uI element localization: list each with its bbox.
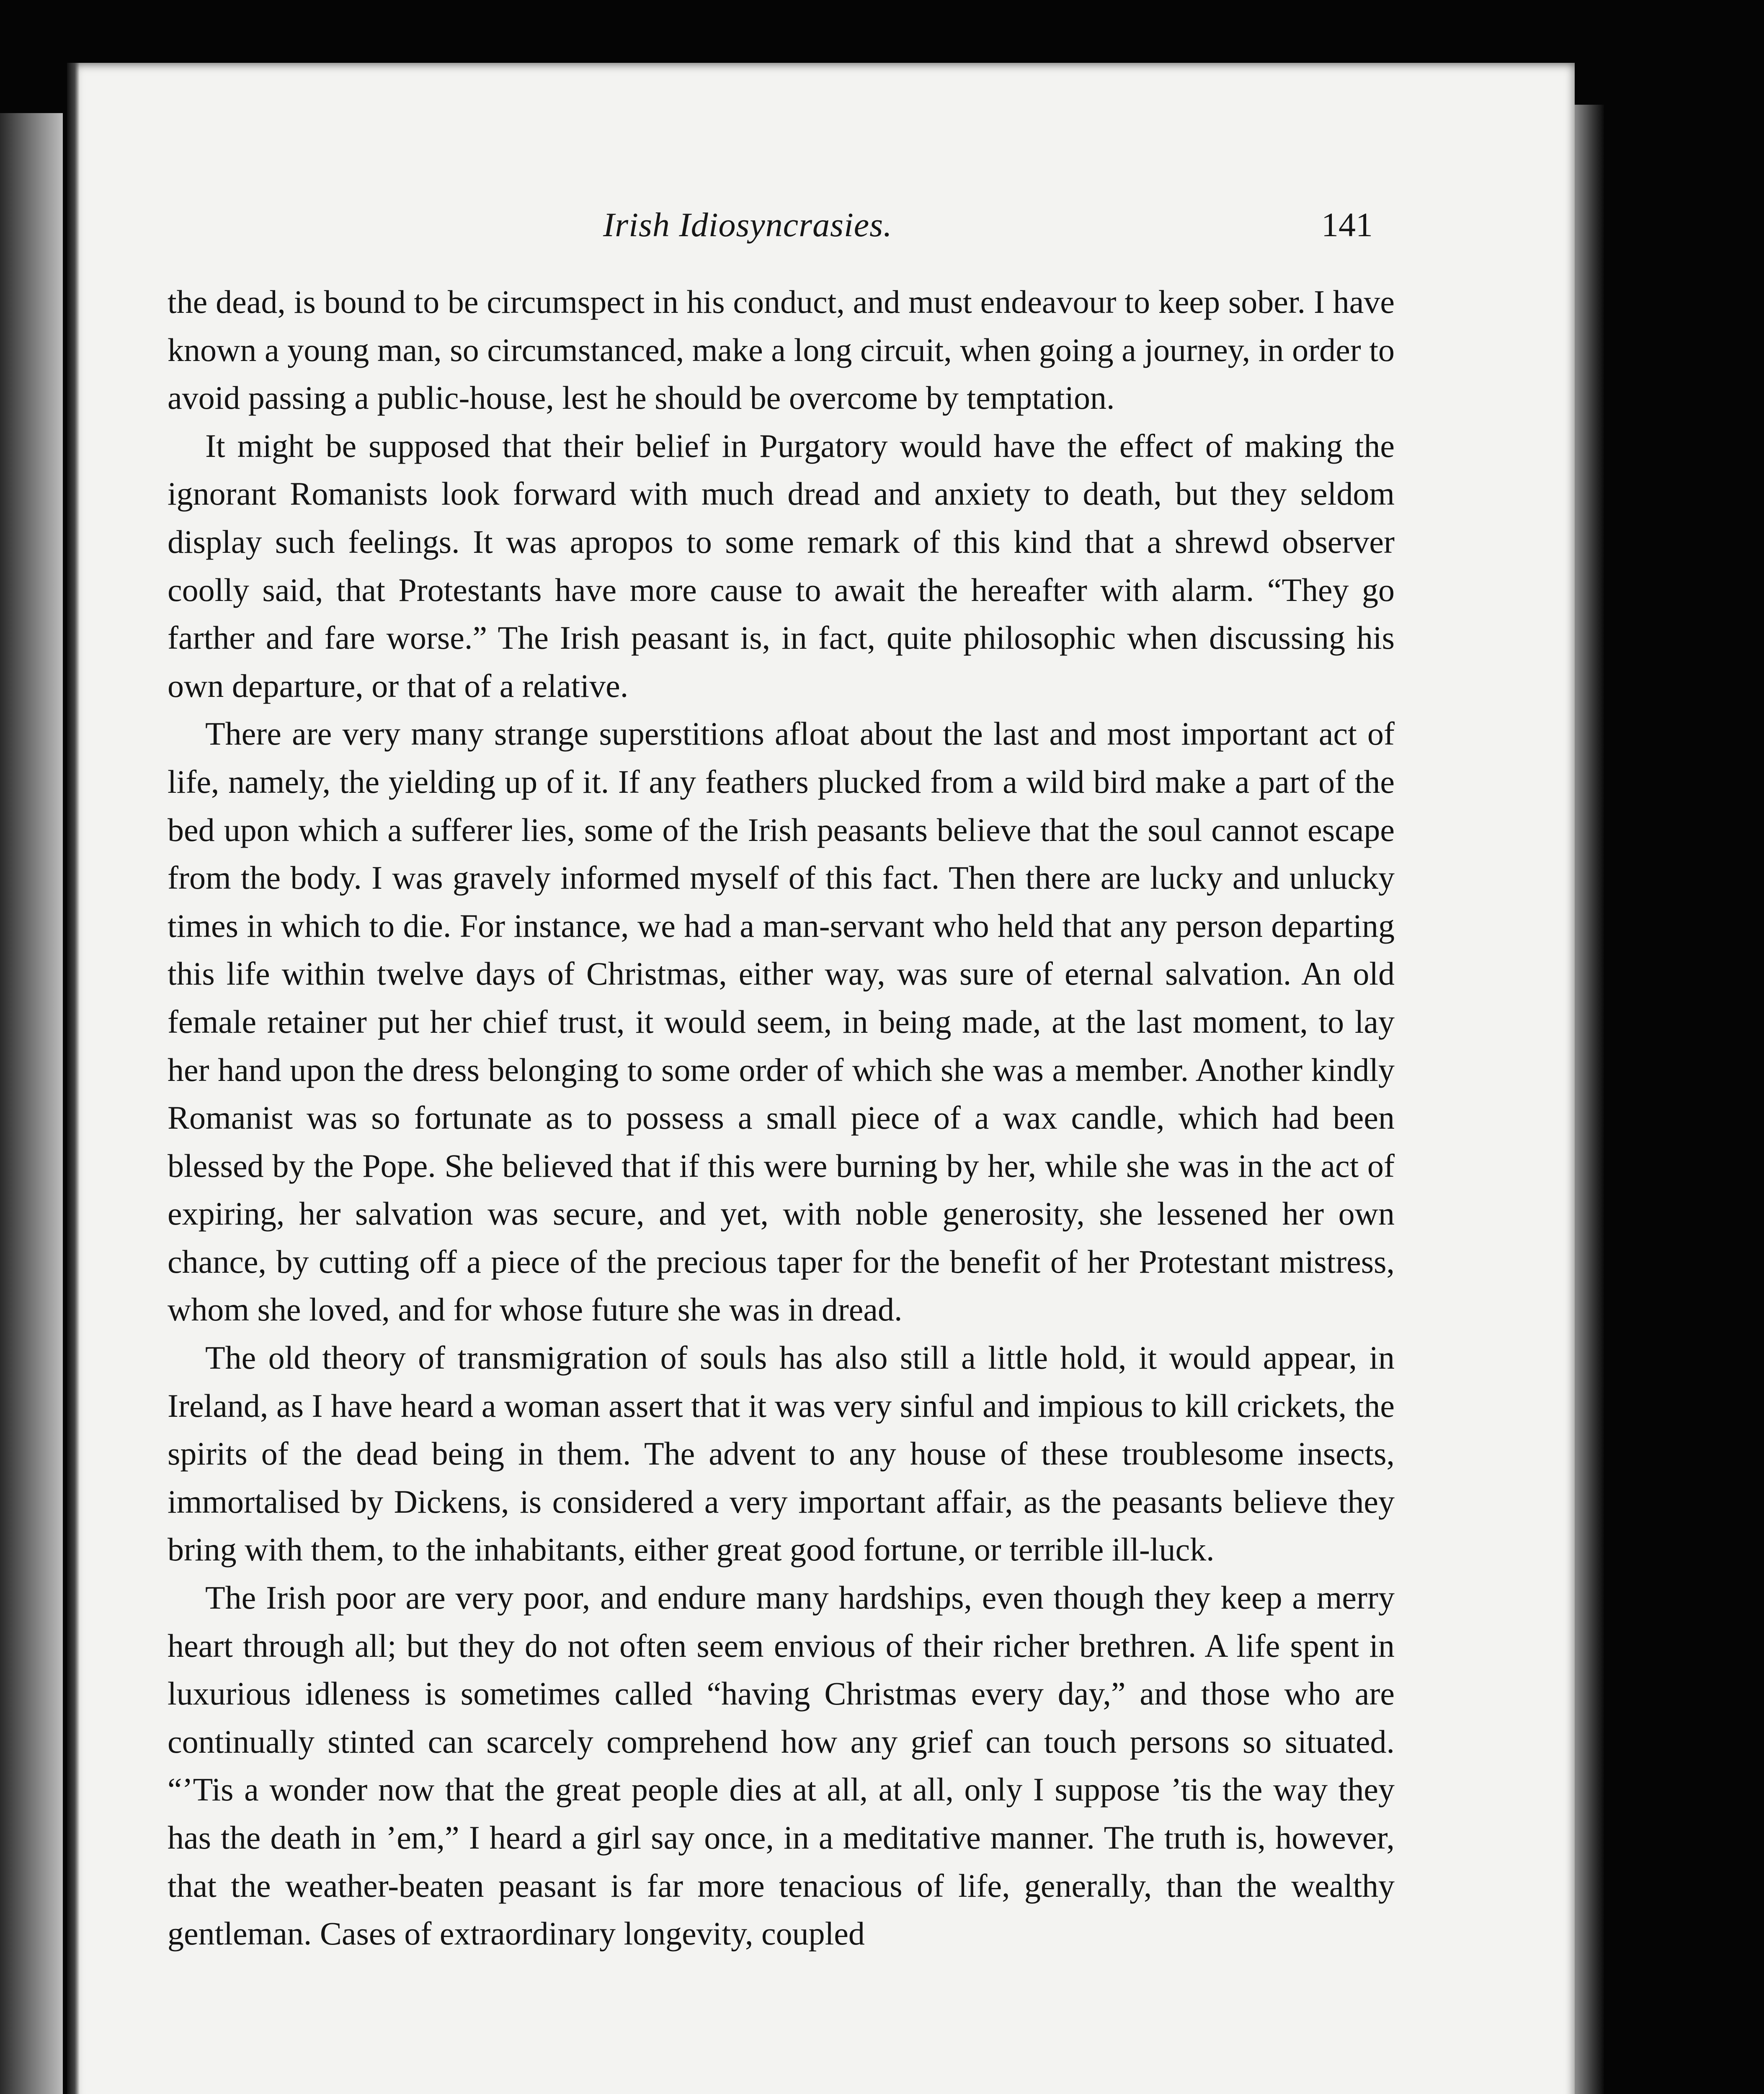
paragraph-2: It might be supposed that their belief in Purgatory would have the effect of making the ignorant Romanists look forward with much dread and anxiety to death, but they seldom display such feelings. It was apropos to some remark of this kind that a shrewd observer coolly said, that Protestants have more cause to await the hereafter with alarm. “They go farther and fare worse.” The Irish peasant is, in fact, quite philosophic when discussing his own departure, or that of a relative.	[168, 427, 1395, 704]
paragraph-4: The old theory of transmigration of souls has also still a little hold, it would appear, in Ireland, as I have heard a woman assert that it was very sinful and impious to kill crickets, the spirits of the dead being in them. The advent to any house of these troublesome insects, immortalised by Dickens, is considered a very important affair, as the peasants believe they bring with them, to the inhabitants, either great good fortune, or terrible ill-luck.	[168, 1339, 1395, 1568]
page-gutter	[67, 63, 80, 2094]
page-stack-edge	[1575, 105, 1604, 2094]
paragraph-1: the dead, is bound to be circumspect in his conduct, and must endeavour to keep sober. I have known a young man, so circumstanced, make a long circuit, when going a journey, in order to avoid passing a public-house, lest he should be overcome by temptation.	[168, 284, 1395, 416]
previous-page-edge	[0, 113, 63, 2094]
running-head: Irish Idiosyncrasies.	[603, 206, 892, 244]
page-number: 141	[1321, 206, 1373, 244]
paragraph-5: The Irish poor are very poor, and endure many hardships, even though they keep a merry heart through all; but they do not often seem envious of their richer brethren. A life spent in luxurious idleness is sometimes called “having Christmas every day,” and those who are continually stinted can scarcely comprehend how any grief can touch persons so situated. “’Tis a wonder now that the great people dies at all, at all, only I suppose ’tis the way they has the death in ’em,” I heard a girl say once, in a meditative manner. The truth is, however, that the weather-beaten peasant is far more tenacious of life, generally, than the wealthy gentleman. Cases of extraordinary longevity, coupled	[168, 1579, 1395, 1952]
paragraph-3: There are very many strange superstitions afloat about the last and most important act of life, namely, the yielding up of it. If any feathers plucked from a wild bird make a part of the bed upon which a sufferer lies, some of the Irish peasants believe that the soul cannot escape from the body. I was gravely informed myself of this fact. Then there are lucky and unlucky times in which to die. For instance, we had a man-servant who held that any person departing this life within twelve days of Christmas, either way, was sure of eternal salvation. An old female retainer put her chief trust, it would seem, in being made, at the last moment, to lay her hand upon the dress belonging to some order of which she was a member. Another kindly Romanist was so fortunate as to possess a small piece of a wax candle, which had been blessed by the Pope. She believed that if this were burning by her, while she was in the act of expiring, her salvation was secure, and yet, with noble generosity, she lessened her own chance, by cutting off a piece of the precious taper for the benefit of her Protestant mistress, whom she loved, and for whose future she was in dread.	[168, 715, 1395, 1328]
body-text	[168, 278, 1395, 1958]
